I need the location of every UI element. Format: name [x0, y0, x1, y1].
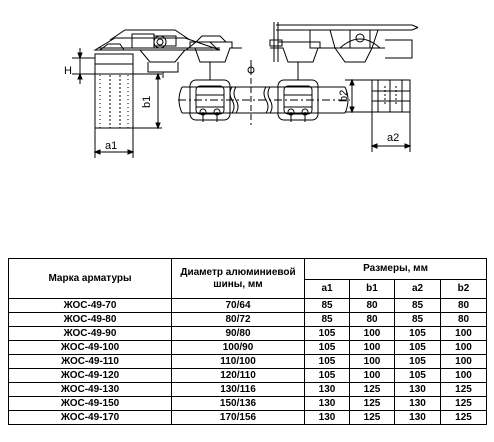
cell-diameter: 120/110: [172, 369, 305, 383]
table-row: [9, 411, 487, 425]
dim-label-h: H: [64, 65, 72, 77]
header-brand: Марка арматуры: [9, 259, 172, 299]
cell-diameter: 150/136: [172, 397, 305, 411]
cell-a2: 105: [395, 327, 441, 341]
cell-b2: 100: [441, 355, 487, 369]
cell-a1: 85: [305, 299, 350, 313]
table-row: [9, 313, 487, 327]
cell-brand: ЖОС-49-90: [9, 327, 172, 341]
cell-b2: 125: [441, 383, 487, 397]
cell-diameter: 90/80: [172, 327, 305, 341]
cell-b2: 125: [441, 411, 487, 425]
cell-diameter: 130/116: [172, 383, 305, 397]
cell-a1: 105: [305, 369, 350, 383]
cell-b2: 80: [441, 313, 487, 327]
cell-brand: ЖОС-49-100: [9, 341, 172, 355]
table-row: [9, 341, 487, 355]
cell-a2: 130: [395, 411, 441, 425]
table-row: [9, 355, 487, 369]
cell-brand: ЖОС-49-80: [9, 313, 172, 327]
cell-a2: 130: [395, 383, 441, 397]
table-row: [9, 397, 487, 411]
cell-b1: 100: [350, 341, 395, 355]
cell-diameter: 100/90: [172, 341, 305, 355]
cell-a1: 130: [305, 397, 350, 411]
cell-a2: 85: [395, 313, 441, 327]
cell-a2: 85: [395, 299, 441, 313]
cell-diameter: 170/156: [172, 411, 305, 425]
cell-a2: 130: [395, 397, 441, 411]
cell-brand: ЖОС-49-130: [9, 383, 172, 397]
dim-label-b1: b1: [141, 95, 153, 108]
table-row: [9, 299, 487, 313]
cell-a1: 105: [305, 355, 350, 369]
cell-brand: ЖОС-49-150: [9, 397, 172, 411]
cell-diameter: 80/72: [172, 313, 305, 327]
cell-b2: 100: [441, 369, 487, 383]
cell-b1: 100: [350, 369, 395, 383]
cell-diameter: 110/100: [172, 355, 305, 369]
cell-a1: 85: [305, 313, 350, 327]
cell-a1: 105: [305, 327, 350, 341]
table-row: [9, 327, 487, 341]
header-b2: b2: [441, 280, 487, 299]
cell-brand: ЖОС-49-120: [9, 369, 172, 383]
right-view-rod: [276, 25, 418, 62]
cell-a2: 105: [395, 341, 441, 355]
dim-label-a1: a1: [105, 140, 118, 152]
table-row: [9, 383, 487, 397]
cell-a1: 130: [305, 411, 350, 425]
specification-table: [8, 258, 487, 425]
cell-a2: 105: [395, 369, 441, 383]
right-tube-section: [372, 80, 410, 112]
cell-brand: ЖОС-49-110: [9, 355, 172, 369]
cell-b2: 100: [441, 341, 487, 355]
table-row: [9, 369, 487, 383]
dim-label-a2: a2: [387, 132, 400, 144]
tube-section: [95, 54, 133, 128]
cell-b1: 125: [350, 397, 395, 411]
cell-b1: 80: [350, 299, 395, 313]
cell-brand: ЖОС-49-70: [9, 299, 172, 313]
cell-b2: 100: [441, 327, 487, 341]
cell-b1: 100: [350, 327, 395, 341]
cell-b1: 80: [350, 313, 395, 327]
cell-b1: 125: [350, 411, 395, 425]
cell-a2: 105: [395, 355, 441, 369]
header-diameter: Диаметр алюминиевой шины, мм: [172, 259, 305, 299]
cell-b2: 80: [441, 299, 487, 313]
header-a1: a1: [305, 280, 350, 299]
header-b1: b1: [350, 280, 395, 299]
cell-a1: 130: [305, 383, 350, 397]
dim-h: [72, 48, 95, 84]
busbar-view: [178, 22, 350, 125]
cell-brand: ЖОС-49-170: [9, 411, 172, 425]
header-sizes: Размеры, мм: [305, 259, 487, 280]
cell-diameter: 70/64: [172, 299, 305, 313]
cell-b1: 100: [350, 355, 395, 369]
dim-label-b2: b2: [338, 89, 350, 102]
cell-a1: 105: [305, 341, 350, 355]
header-a2: a2: [395, 280, 441, 299]
cell-b2: 125: [441, 397, 487, 411]
cell-b1: 125: [350, 383, 395, 397]
